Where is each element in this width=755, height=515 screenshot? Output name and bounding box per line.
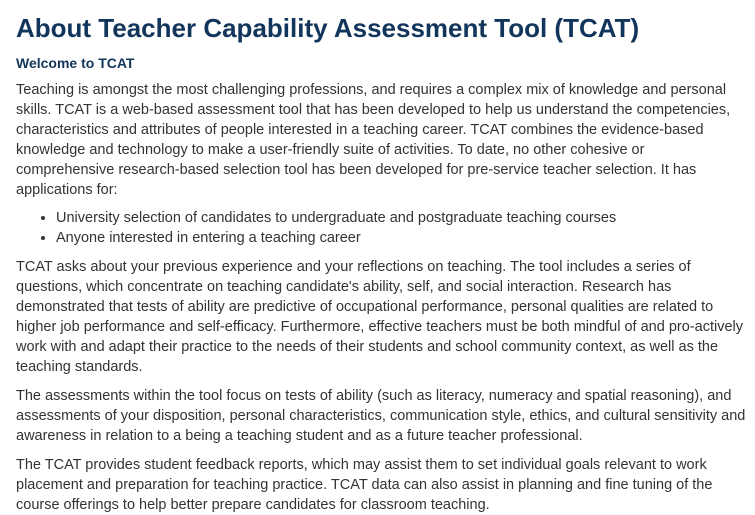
feedback-paragraph: The TCAT provides student feedback reports, which may assist them to set individual goals relevant to work placement and preparation for teaching practice. TCAT data can also assist in planning and fine tuning of the course offerings to help better prepare candidates for classroom teaching. — [16, 457, 713, 513]
intro-paragraph: Teaching is amongst the most challenging professions, and requires a complex mix of knowledge and personal skills. TCAT is a web-based assessment tool that has been developed to help us understand the competencies, characteristics and attributes of people interested in a teaching career. TCAT combines the evidence-based knowledge and technology to make a user-friendly suite of activities. To date, no other cohesive or comprehensive research-based selection tool has been developed for pre-service teacher selection. It has applications for: — [16, 82, 731, 198]
list-item: • University selection of candidates to undergraduate and postgraduate teaching courses — [56, 208, 746, 228]
applications-list — [16, 208, 746, 248]
experience-paragraph: TCAT asks about your previous experience and your reflections on teaching. The tool includes a series of questions, which concentrate on teaching candidate's ability, self, and social interaction. Research has demonstrated that tests of ability are predictive of occupational performance, personal qualities are related to higher job performance and self-efficacy. Furthermore, effective teachers must be both mindful of and pro-actively work with and adapt their practice to the needs of their students and school community context, as well as the teaching standards. — [16, 259, 743, 375]
assessments-paragraph: The assessments within the tool focus on tests of ability (such as literacy, numeracy and spatial reasoning), and assessments of your disposition, personal characteristics, communication style, ethics, and cultural sensitivity and awareness in relation to a being a teaching student and as a future teacher professional. — [16, 388, 746, 444]
about-page — [16, 12, 746, 515]
page-title: About Teacher Capability Assessment Tool (TCAT) — [16, 13, 640, 43]
list-item: • Anyone interested in entering a teaching career — [56, 228, 746, 248]
section-subtitle: Welcome to TCAT — [16, 55, 135, 71]
